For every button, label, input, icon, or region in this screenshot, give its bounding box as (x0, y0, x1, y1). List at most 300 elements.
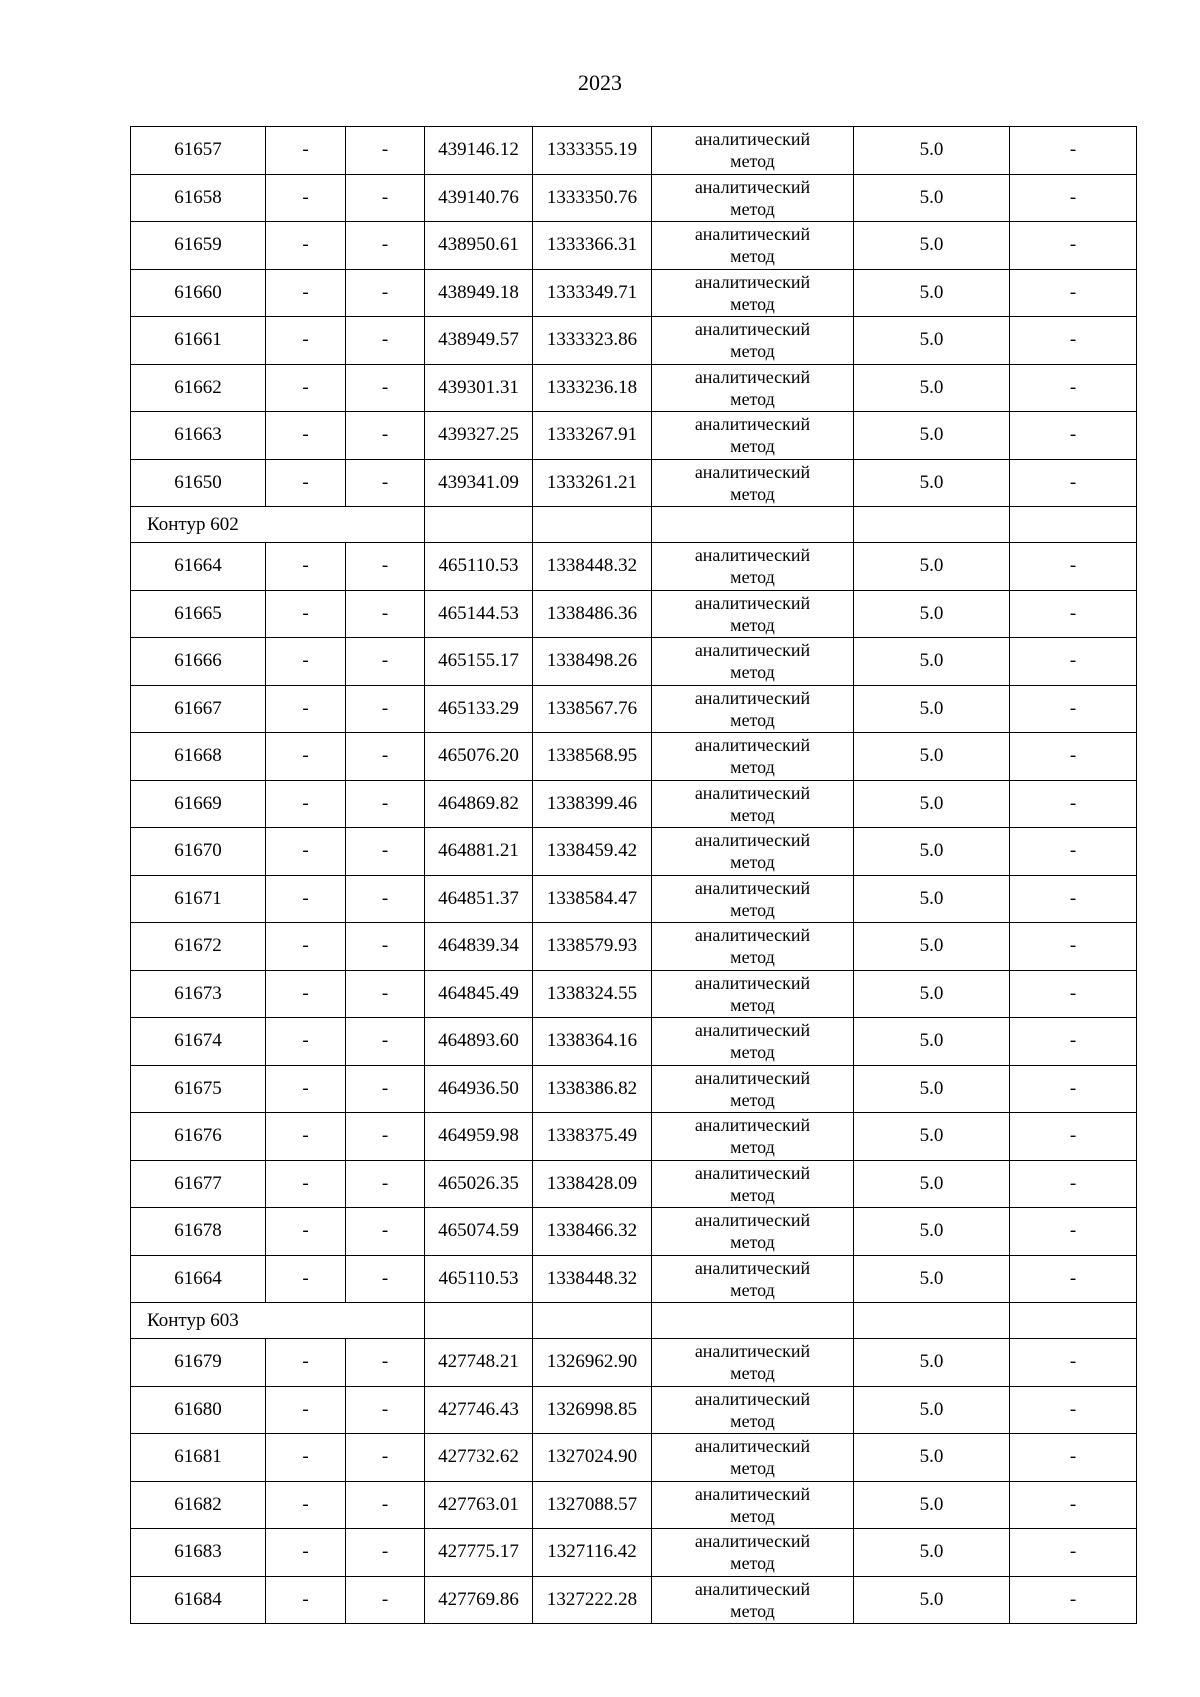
empty-value-cell: - (346, 923, 425, 971)
method-line-1: аналитический (694, 830, 811, 851)
point-number-cell: 61673 (131, 970, 266, 1018)
y-coordinate-cell: 1333366.31 (533, 222, 652, 270)
point-number-cell: 61665 (131, 590, 266, 638)
method-line-1: аналитический (694, 129, 811, 150)
x-coordinate-cell: 465026.35 (425, 1160, 533, 1208)
empty-cell (1010, 1303, 1137, 1339)
empty-value-cell: - (1010, 1113, 1137, 1161)
empty-value-cell: - (266, 1434, 346, 1482)
method-line-2: метод (730, 614, 775, 635)
method-cell (652, 1529, 854, 1577)
method-cell (652, 638, 854, 686)
empty-value-cell: - (266, 364, 346, 412)
empty-value-cell: - (266, 1481, 346, 1529)
point-number-cell: 61660 (131, 269, 266, 317)
method-line-1: аналитический (694, 224, 811, 245)
empty-value-cell: - (1010, 828, 1137, 876)
empty-cell (854, 1303, 1010, 1339)
empty-value-cell: - (266, 1160, 346, 1208)
method-line-2: метод (730, 1042, 775, 1063)
y-coordinate-cell: 1338459.42 (533, 828, 652, 876)
method-line-1: аналитический (694, 1067, 811, 1088)
y-coordinate-cell: 1338364.16 (533, 1018, 652, 1066)
method-line-2: метод (730, 1553, 775, 1574)
point-number-cell: 61661 (131, 317, 266, 365)
empty-value-cell: - (1010, 1529, 1137, 1577)
empty-value-cell: - (266, 1386, 346, 1434)
point-number-cell: 61658 (131, 174, 266, 222)
point-number-cell: 61664 (131, 543, 266, 591)
method-cell (652, 317, 854, 365)
table-body (131, 127, 1137, 1624)
table-row (131, 127, 1137, 175)
point-number-cell: 61657 (131, 127, 266, 175)
method-line-1: аналитический (694, 414, 811, 435)
empty-value-cell: - (1010, 1339, 1137, 1387)
x-coordinate-cell: 439140.76 (425, 174, 533, 222)
point-number-cell: 61672 (131, 923, 266, 971)
method-line-2: метод (730, 1184, 775, 1205)
accuracy-cell: 5.0 (854, 1576, 1010, 1624)
empty-value-cell: - (346, 459, 425, 507)
x-coordinate-cell: 465110.53 (425, 1255, 533, 1303)
accuracy-cell: 5.0 (854, 1529, 1010, 1577)
accuracy-cell: 5.0 (854, 828, 1010, 876)
point-number-cell: 61677 (131, 1160, 266, 1208)
x-coordinate-cell: 464881.21 (425, 828, 533, 876)
empty-value-cell: - (1010, 685, 1137, 733)
empty-value-cell: - (1010, 590, 1137, 638)
empty-value-cell: - (266, 685, 346, 733)
x-coordinate-cell: 464851.37 (425, 875, 533, 923)
method-line-1: аналитический (694, 1257, 811, 1278)
method-line-2: метод (730, 709, 775, 730)
table-row (131, 780, 1137, 828)
empty-value-cell: - (1010, 543, 1137, 591)
empty-value-cell: - (1010, 1160, 1137, 1208)
empty-value-cell: - (346, 317, 425, 365)
empty-value-cell: - (266, 780, 346, 828)
method-line-2: метод (730, 1505, 775, 1526)
table-row (131, 317, 1137, 365)
x-coordinate-cell: 464936.50 (425, 1065, 533, 1113)
point-number-cell: 61670 (131, 828, 266, 876)
method-cell (652, 1576, 854, 1624)
empty-value-cell: - (346, 222, 425, 270)
method-line-2: метод (730, 804, 775, 825)
empty-value-cell: - (346, 970, 425, 1018)
method-cell (652, 459, 854, 507)
method-cell (652, 127, 854, 175)
table-row (131, 875, 1137, 923)
section-header-row (131, 1303, 1137, 1339)
method-cell (652, 970, 854, 1018)
empty-value-cell: - (346, 543, 425, 591)
empty-cell (652, 1303, 854, 1339)
empty-value-cell: - (346, 1576, 425, 1624)
empty-value-cell: - (346, 1065, 425, 1113)
method-cell (652, 1434, 854, 1482)
x-coordinate-cell: 465110.53 (425, 543, 533, 591)
empty-value-cell: - (346, 1529, 425, 1577)
method-line-1: аналитический (694, 271, 811, 292)
y-coordinate-cell: 1327116.42 (533, 1529, 652, 1577)
page-number: 2023 (578, 70, 622, 95)
point-number-cell: 61669 (131, 780, 266, 828)
table-row (131, 685, 1137, 733)
table-row (131, 459, 1137, 507)
empty-value-cell: - (1010, 733, 1137, 781)
accuracy-cell: 5.0 (854, 269, 1010, 317)
accuracy-cell: 5.0 (854, 638, 1010, 686)
y-coordinate-cell: 1338448.32 (533, 543, 652, 591)
method-line-1: аналитический (694, 1162, 811, 1183)
accuracy-cell: 5.0 (854, 685, 1010, 733)
x-coordinate-cell: 439146.12 (425, 127, 533, 175)
accuracy-cell: 5.0 (854, 364, 1010, 412)
empty-value-cell: - (266, 222, 346, 270)
accuracy-cell: 5.0 (854, 1255, 1010, 1303)
empty-value-cell: - (1010, 1576, 1137, 1624)
y-coordinate-cell: 1333350.76 (533, 174, 652, 222)
section-title: Контур 602 (131, 507, 425, 543)
empty-cell (854, 507, 1010, 543)
method-line-1: аналитический (694, 366, 811, 387)
y-coordinate-cell: 1333267.91 (533, 412, 652, 460)
accuracy-cell: 5.0 (854, 174, 1010, 222)
method-line-1: аналитический (694, 319, 811, 340)
accuracy-cell: 5.0 (854, 459, 1010, 507)
y-coordinate-cell: 1338386.82 (533, 1065, 652, 1113)
table-row (131, 222, 1137, 270)
table-row (131, 923, 1137, 971)
empty-value-cell: - (346, 412, 425, 460)
empty-value-cell: - (346, 590, 425, 638)
empty-value-cell: - (346, 1434, 425, 1482)
method-cell (652, 174, 854, 222)
method-cell (652, 1339, 854, 1387)
x-coordinate-cell: 427748.21 (425, 1339, 533, 1387)
accuracy-cell: 5.0 (854, 733, 1010, 781)
y-coordinate-cell: 1327024.90 (533, 1434, 652, 1482)
table-row (131, 1113, 1137, 1161)
method-line-1: аналитический (694, 687, 811, 708)
x-coordinate-cell: 427769.86 (425, 1576, 533, 1624)
empty-cell (425, 507, 533, 543)
accuracy-cell: 5.0 (854, 1481, 1010, 1529)
table-row (131, 1160, 1137, 1208)
table-row (131, 174, 1137, 222)
y-coordinate-cell: 1333349.71 (533, 269, 652, 317)
accuracy-cell: 5.0 (854, 1386, 1010, 1434)
table-row (131, 1576, 1137, 1624)
point-number-cell: 61663 (131, 412, 266, 460)
empty-value-cell: - (266, 412, 346, 460)
empty-value-cell: - (266, 733, 346, 781)
empty-value-cell: - (266, 1339, 346, 1387)
empty-value-cell: - (266, 828, 346, 876)
point-number-cell: 61684 (131, 1576, 266, 1624)
method-cell (652, 1113, 854, 1161)
empty-value-cell: - (266, 1018, 346, 1066)
method-line-1: аналитический (694, 176, 811, 197)
method-cell (652, 222, 854, 270)
point-number-cell: 61666 (131, 638, 266, 686)
method-line-2: метод (730, 1137, 775, 1158)
point-number-cell: 61678 (131, 1208, 266, 1256)
accuracy-cell: 5.0 (854, 1434, 1010, 1482)
empty-value-cell: - (1010, 1065, 1137, 1113)
method-line-2: метод (730, 246, 775, 267)
y-coordinate-cell: 1338428.09 (533, 1160, 652, 1208)
empty-value-cell: - (1010, 780, 1137, 828)
y-coordinate-cell: 1338486.36 (533, 590, 652, 638)
point-number-cell: 61676 (131, 1113, 266, 1161)
empty-value-cell: - (266, 590, 346, 638)
empty-value-cell: - (266, 1113, 346, 1161)
table-row (131, 364, 1137, 412)
table-row (131, 1255, 1137, 1303)
y-coordinate-cell: 1338498.26 (533, 638, 652, 686)
empty-value-cell: - (1010, 1481, 1137, 1529)
empty-value-cell: - (346, 733, 425, 781)
empty-value-cell: - (346, 269, 425, 317)
method-line-2: метод (730, 198, 775, 219)
method-line-2: метод (730, 341, 775, 362)
method-cell (652, 1255, 854, 1303)
empty-value-cell: - (266, 1065, 346, 1113)
empty-value-cell: - (1010, 269, 1137, 317)
accuracy-cell: 5.0 (854, 127, 1010, 175)
point-number-cell: 61650 (131, 459, 266, 507)
empty-value-cell: - (1010, 459, 1137, 507)
method-line-2: метод (730, 1279, 775, 1300)
method-line-1: аналитический (694, 972, 811, 993)
empty-value-cell: - (346, 1481, 425, 1529)
table-row (131, 828, 1137, 876)
method-cell (652, 733, 854, 781)
y-coordinate-cell: 1333355.19 (533, 127, 652, 175)
empty-value-cell: - (266, 1208, 346, 1256)
empty-value-cell: - (1010, 1386, 1137, 1434)
point-number-cell: 61664 (131, 1255, 266, 1303)
y-coordinate-cell: 1326962.90 (533, 1339, 652, 1387)
method-line-2: метод (730, 1363, 775, 1384)
accuracy-cell: 5.0 (854, 923, 1010, 971)
method-line-1: аналитический (694, 1436, 811, 1457)
empty-value-cell: - (346, 685, 425, 733)
point-number-cell: 61681 (131, 1434, 266, 1482)
empty-value-cell: - (266, 317, 346, 365)
point-number-cell: 61682 (131, 1481, 266, 1529)
table-row (131, 970, 1137, 1018)
method-cell (652, 1018, 854, 1066)
table-row (131, 1065, 1137, 1113)
table-row (131, 412, 1137, 460)
point-number-cell: 61674 (131, 1018, 266, 1066)
x-coordinate-cell: 439327.25 (425, 412, 533, 460)
method-line-1: аналитический (694, 782, 811, 803)
method-line-2: метод (730, 151, 775, 172)
empty-value-cell: - (266, 875, 346, 923)
y-coordinate-cell: 1338399.46 (533, 780, 652, 828)
empty-value-cell: - (266, 127, 346, 175)
y-coordinate-cell: 1333236.18 (533, 364, 652, 412)
empty-value-cell: - (266, 543, 346, 591)
method-line-2: метод (730, 662, 775, 683)
x-coordinate-cell: 427775.17 (425, 1529, 533, 1577)
method-line-1: аналитический (694, 1578, 811, 1599)
empty-value-cell: - (346, 1113, 425, 1161)
empty-value-cell: - (1010, 222, 1137, 270)
empty-value-cell: - (346, 127, 425, 175)
method-line-1: аналитический (694, 1531, 811, 1552)
y-coordinate-cell: 1338584.47 (533, 875, 652, 923)
empty-value-cell: - (266, 638, 346, 686)
table-row (131, 1529, 1137, 1577)
y-coordinate-cell: 1338567.76 (533, 685, 652, 733)
section-header-row (131, 507, 1137, 543)
method-line-2: метод (730, 436, 775, 457)
method-line-1: аналитический (694, 461, 811, 482)
empty-value-cell: - (1010, 1255, 1137, 1303)
x-coordinate-cell: 427763.01 (425, 1481, 533, 1529)
accuracy-cell: 5.0 (854, 970, 1010, 1018)
accuracy-cell: 5.0 (854, 1065, 1010, 1113)
method-line-2: метод (730, 293, 775, 314)
empty-value-cell: - (346, 780, 425, 828)
table-row (131, 733, 1137, 781)
x-coordinate-cell: 439301.31 (425, 364, 533, 412)
method-cell (652, 1386, 854, 1434)
method-line-2: метод (730, 852, 775, 873)
empty-value-cell: - (1010, 317, 1137, 365)
empty-value-cell: - (346, 174, 425, 222)
accuracy-cell: 5.0 (854, 780, 1010, 828)
point-number-cell: 61659 (131, 222, 266, 270)
x-coordinate-cell: 465144.53 (425, 590, 533, 638)
point-number-cell: 61683 (131, 1529, 266, 1577)
table-row (131, 1339, 1137, 1387)
method-line-2: метод (730, 1410, 775, 1431)
method-line-1: аналитический (694, 1210, 811, 1231)
point-number-cell: 61675 (131, 1065, 266, 1113)
x-coordinate-cell: 427746.43 (425, 1386, 533, 1434)
y-coordinate-cell: 1338375.49 (533, 1113, 652, 1161)
empty-value-cell: - (266, 174, 346, 222)
table-row (131, 543, 1137, 591)
point-number-cell: 61668 (131, 733, 266, 781)
empty-value-cell: - (1010, 638, 1137, 686)
empty-value-cell: - (1010, 923, 1137, 971)
empty-value-cell: - (346, 1255, 425, 1303)
table-row (131, 1386, 1137, 1434)
coordinates-table (130, 126, 1137, 1624)
method-cell (652, 1065, 854, 1113)
y-coordinate-cell: 1333323.86 (533, 317, 652, 365)
empty-value-cell: - (266, 269, 346, 317)
section-title: Контур 603 (131, 1303, 425, 1339)
y-coordinate-cell: 1327222.28 (533, 1576, 652, 1624)
method-line-1: аналитический (694, 545, 811, 566)
method-line-2: метод (730, 1600, 775, 1621)
y-coordinate-cell: 1327088.57 (533, 1481, 652, 1529)
x-coordinate-cell: 465133.29 (425, 685, 533, 733)
method-cell (652, 269, 854, 317)
accuracy-cell: 5.0 (854, 412, 1010, 460)
method-line-2: метод (730, 899, 775, 920)
empty-value-cell: - (346, 364, 425, 412)
x-coordinate-cell: 465155.17 (425, 638, 533, 686)
y-coordinate-cell: 1326998.85 (533, 1386, 652, 1434)
method-line-1: аналитический (694, 877, 811, 898)
method-cell (652, 923, 854, 971)
empty-value-cell: - (266, 970, 346, 1018)
method-cell (652, 828, 854, 876)
method-line-2: метод (730, 388, 775, 409)
empty-cell (425, 1303, 533, 1339)
empty-value-cell: - (346, 638, 425, 686)
table-row (131, 1018, 1137, 1066)
accuracy-cell: 5.0 (854, 222, 1010, 270)
accuracy-cell: 5.0 (854, 875, 1010, 923)
empty-value-cell: - (1010, 174, 1137, 222)
method-cell (652, 1160, 854, 1208)
empty-cell (652, 507, 854, 543)
method-line-1: аналитический (694, 1388, 811, 1409)
method-cell (652, 412, 854, 460)
empty-value-cell: - (1010, 1208, 1137, 1256)
x-coordinate-cell: 465074.59 (425, 1208, 533, 1256)
point-number-cell: 61662 (131, 364, 266, 412)
accuracy-cell: 5.0 (854, 317, 1010, 365)
method-line-1: аналитический (694, 925, 811, 946)
method-line-1: аналитический (694, 592, 811, 613)
method-cell (652, 1208, 854, 1256)
y-coordinate-cell: 1338324.55 (533, 970, 652, 1018)
x-coordinate-cell: 464839.34 (425, 923, 533, 971)
method-cell (652, 875, 854, 923)
empty-value-cell: - (346, 1208, 425, 1256)
method-line-2: метод (730, 757, 775, 778)
method-line-1: аналитический (694, 1115, 811, 1136)
table-row (131, 590, 1137, 638)
empty-value-cell: - (1010, 970, 1137, 1018)
table-row (131, 1208, 1137, 1256)
method-line-2: метод (730, 483, 775, 504)
method-cell (652, 590, 854, 638)
method-line-2: метод (730, 1089, 775, 1110)
empty-value-cell: - (266, 1529, 346, 1577)
empty-cell (1010, 507, 1137, 543)
method-cell (652, 364, 854, 412)
x-coordinate-cell: 464959.98 (425, 1113, 533, 1161)
method-line-1: аналитический (694, 1341, 811, 1362)
point-number-cell: 61680 (131, 1386, 266, 1434)
method-cell (652, 543, 854, 591)
method-line-1: аналитический (694, 1020, 811, 1041)
empty-cell (533, 1303, 652, 1339)
empty-value-cell: - (1010, 364, 1137, 412)
table-row (131, 1434, 1137, 1482)
x-coordinate-cell: 427732.62 (425, 1434, 533, 1482)
table-row (131, 1481, 1137, 1529)
x-coordinate-cell: 464893.60 (425, 1018, 533, 1066)
x-coordinate-cell: 438949.18 (425, 269, 533, 317)
y-coordinate-cell: 1338579.93 (533, 923, 652, 971)
table-row (131, 638, 1137, 686)
method-line-1: аналитический (694, 735, 811, 756)
